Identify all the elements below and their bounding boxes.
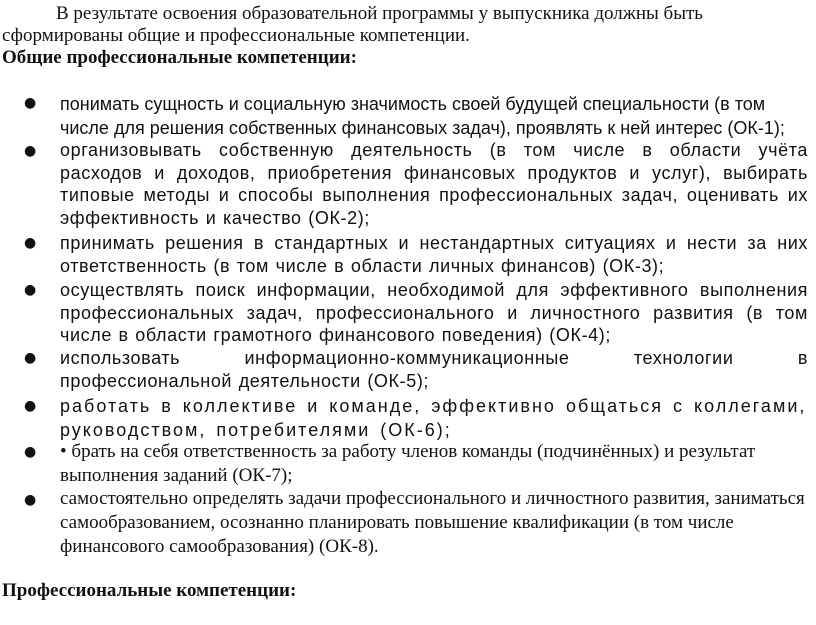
competency-item-ok1: понимать сущность и социальную значимость своей будущей специальности (в том числе для решения собственных финансовых задач), проявлять к ней интерес (ОК-1); — [60, 94, 785, 138]
intro-paragraph: В результате освоения образовательной программы у выпускника должны быть сформированы общие и профессиональные компетенции. — [2, 3, 703, 46]
bullet-icon: ● — [24, 143, 37, 159]
competency-item-ok7: • брать на себя ответственность за работу членов команды (подчинённых) и результат выполнения заданий (ОК-7); — [60, 441, 756, 486]
bullet-icon: ● — [24, 350, 37, 366]
bullet-icon: ● — [24, 235, 37, 251]
competency-item-ok5: использовать информационно-коммуникационные технологии в профессиональной деятельности (ОК-5); — [60, 348, 808, 391]
competency-item-ok4: осуществлять поиск информации, необходимой для эффективного выполнения профессиональных задач, профессионального и личностного развития (в том числе в области грамотного финансового поведения) (ОК-4); — [60, 280, 808, 345]
competency-item-ok8: самостоятельно определять задачи профессионального и личностного развития, заниматься самообразованием, осознанно планировать повышение квалификации (в том числе финансового самообразования) (ОК-8). — [60, 488, 805, 557]
bullet-icon: ● — [24, 492, 37, 508]
bullet-icon: ● — [24, 282, 37, 298]
competency-item-ok2: организовывать собственную деятельность (в том числе в области учёта расходов и доходов, приобретения финансовых продуктов и услуг), выбирать типовые методы и способы выполнения профессиональных задач, оценивать их эффективность и качество (ОК-2); — [60, 140, 808, 228]
bullet-icon: ● — [24, 398, 37, 414]
professional-competencies-heading: Профессиональные компетенции: — [2, 580, 297, 601]
general-competencies-heading: Общие профессиональные компетенции: — [2, 47, 357, 68]
bullet-icon: ● — [24, 95, 37, 111]
bullet-icon: ● — [24, 444, 37, 460]
competency-item-ok3: принимать решения в стандартных и нестандартных ситуациях и нести за них ответственность (в том числе в области личных финансов) (ОК-3); — [60, 233, 808, 276]
competency-item-ok6: работать в коллективе и команде, эффективно общаться с коллегами, руководством, потребителями (ОК-6); — [60, 396, 807, 440]
